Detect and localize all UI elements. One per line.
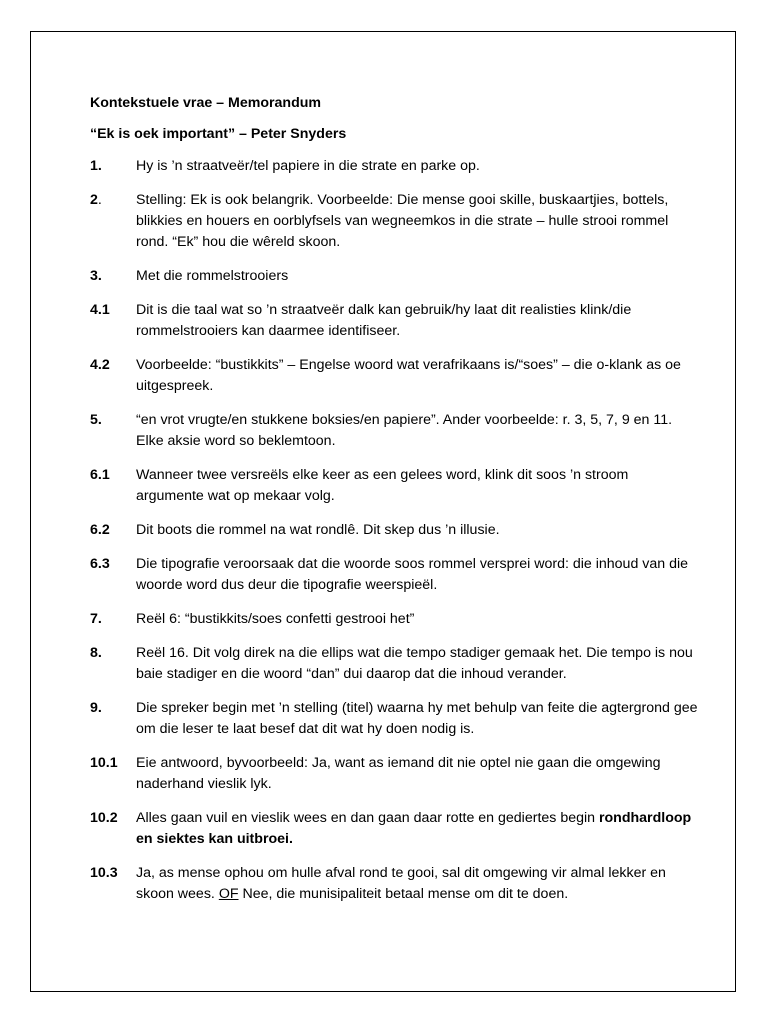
answer-item-3 xyxy=(90,266,700,287)
answer-text-plain-end: Nee, die munisipaliteit betaal mense om dit te doen. xyxy=(238,886,569,902)
answer-number: 4.2 xyxy=(90,357,110,373)
answer-item-9 xyxy=(90,698,700,740)
answer-item-2 xyxy=(90,190,700,253)
answer-item-7 xyxy=(90,609,700,630)
answer-text: Reël 16. Dit volg direk na die ellips wat die tempo stadiger gemaak het. Die tempo is nou baie stadiger en die woord “dan” dui daarop dat die inhoud verander. xyxy=(136,645,693,682)
answer-text: Hy is ’n straatveër/tel papiere in die strate en parke op. xyxy=(136,158,480,174)
answer-text xyxy=(136,808,700,850)
answer-text: Voorbeelde: “bustikkits” – Engelse woord wat verafrikaans is/“soes” – die o-klank as oe uitgespreek. xyxy=(136,357,681,394)
answer-number: 9. xyxy=(90,700,102,716)
answer-number: 8. xyxy=(90,645,102,661)
answer-text: Wanneer twee versreëls elke keer as een gelees word, klink dit soos ’n stroom argumente wat op mekaar volg. xyxy=(136,467,629,504)
answer-item-5 xyxy=(90,410,700,452)
answer-number: 6.3 xyxy=(90,556,110,572)
answer-text: Dit boots die rommel na wat rondlê. Dit skep dus ’n illusie. xyxy=(136,522,500,538)
answer-item-1 xyxy=(90,156,700,177)
answer-item-8 xyxy=(90,643,700,685)
answer-number: 10.2 xyxy=(90,810,118,826)
answer-item-10-3 xyxy=(90,863,700,905)
answer-item-6-1 xyxy=(90,465,700,507)
answer-text: Stelling: Ek is ook belangrik. Voorbeelde: Die mense gooi skille, buskaartjies, bottels, blikkies en houers en oorblyfsels van wegneemkos in die strate – hulle strooi rommel rond. “Ek” hou die wêreld skoon. xyxy=(136,192,669,250)
answer-number: 2. xyxy=(90,192,102,208)
answer-text: Dit is die taal wat so ’n straatveër dalk kan gebruik/hy laat dit realisties klink/die rommelstrooiers kan daarmee identifiseer. xyxy=(136,302,632,339)
answer-text: Met die rommelstrooiers xyxy=(136,268,289,284)
answer-text-bold: rondhardloop en siektes kan uitbroei. xyxy=(136,810,692,847)
answer-text: Eie antwoord, byvoorbeeld: Ja, want as iemand dit nie optel nie gaan die omgewing naderhand vieslik lyk. xyxy=(136,755,661,792)
document-subtitle: “Ek is oek important” – Peter Snyders xyxy=(90,126,347,142)
answer-item-10-1 xyxy=(90,753,700,795)
answer-item-6-3 xyxy=(90,554,700,596)
memorandum-content xyxy=(90,93,700,918)
answer-item-4-2 xyxy=(90,355,700,397)
answer-item-10-2 xyxy=(90,808,700,850)
answer-item-6-2 xyxy=(90,520,700,541)
answer-number: 5. xyxy=(90,412,102,428)
answer-number: 6.1 xyxy=(90,467,110,483)
answer-text: Die tipografie veroorsaak dat die woorde soos rommel versprei word: die inhoud van die woorde word dus deur die tipografie weerspieël. xyxy=(136,556,689,593)
answer-text-underlined: OF xyxy=(218,886,239,902)
answer-number: 1. xyxy=(90,158,102,174)
answer-item-4-1 xyxy=(90,300,700,342)
answer-number: 10.3 xyxy=(90,865,118,881)
document-title: Kontekstuele vrae – Memorandum xyxy=(90,95,322,111)
answer-number: 3. xyxy=(90,268,102,284)
answer-text-plain: Ja, as mense ophou om hulle afval rond te gooi, sal dit omgewing vir almal lekker en skoon wees. xyxy=(136,865,666,902)
answer-text-plain: Alles gaan vuil en vieslik wees en dan gaan daar rotte en gediertes begin xyxy=(136,810,599,826)
answer-text xyxy=(136,863,700,905)
answer-number: 10.1 xyxy=(90,755,118,771)
answer-number: 4.1 xyxy=(90,302,110,318)
answer-text: Reël 6: “bustikkits/soes confetti gestrooi het” xyxy=(136,611,415,627)
answer-number: 7. xyxy=(90,611,102,627)
answer-number: 6.2 xyxy=(90,522,110,538)
answer-text: “en vrot vrugte/en stukkene boksies/en papiere”. Ander voorbeelde: r. 3, 5, 7, 9 en 11. Elke aksie word so beklemtoon. xyxy=(136,412,673,449)
answer-text: Die spreker begin met ’n stelling (titel) waarna hy met behulp van feite die agtergrond gee om die leser te laat besef dat dit wat hy doen nodig is. xyxy=(136,700,698,737)
